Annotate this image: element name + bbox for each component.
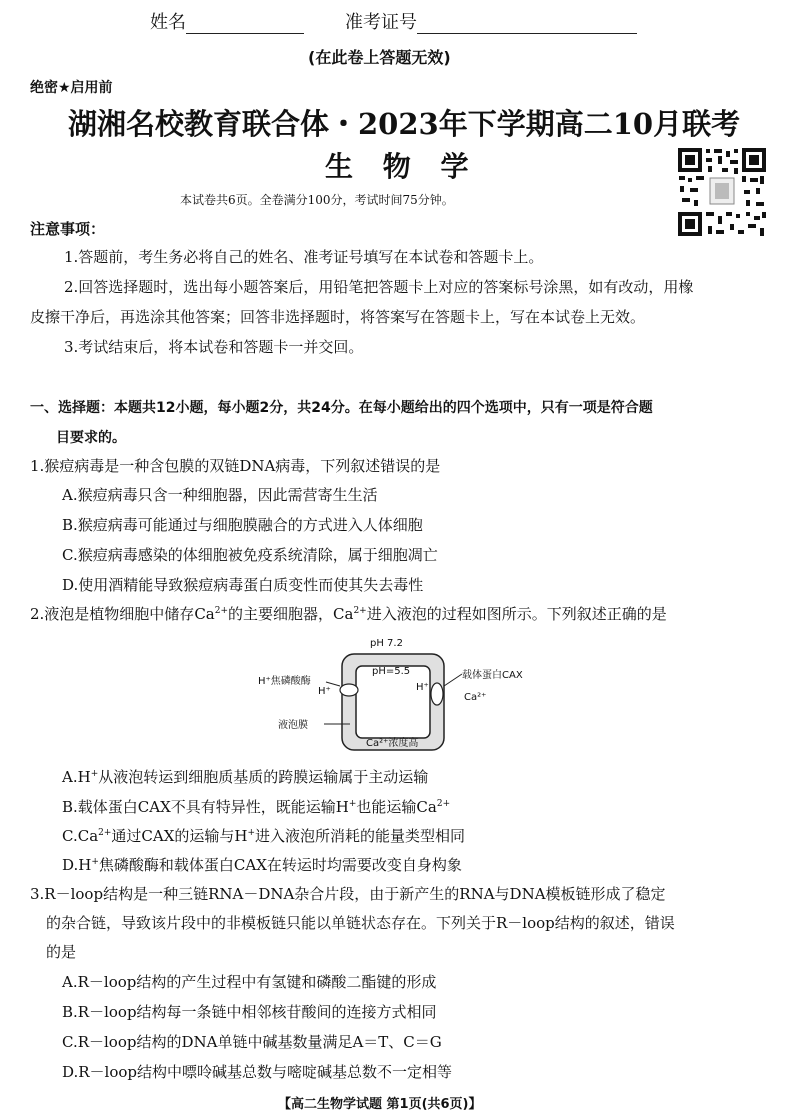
pump-protein xyxy=(340,684,358,696)
note-item: 3.考试结束后，将本试卷和答题卡一并交回。 xyxy=(64,338,364,356)
note-item: 皮擦干净后，再选涂其他答案；回答非选择题时，将答案写在答题卡上，写在本试卷上无效。 xyxy=(30,308,646,326)
name-label: 姓名 xyxy=(150,12,186,33)
question-1-option-a: A.猴痘病毒只含一种细胞器，因此需营寄生生活 xyxy=(62,486,378,504)
note-item: 2.回答选择题时，选出每小题答案后，用铅笔把答题卡上对应的答案标号涂黑，如有改动，用橡 xyxy=(64,278,694,296)
question-3-stem-line: 3.R－loop结构是一种三链RNA－DNA杂合片段，由于新产生的RNA与DNA模板链形成了稳定 xyxy=(30,885,666,903)
question-2-option-b: B.载体蛋白CAX不具有特异性，既能运输H+也能运输$Ca^{2+}$ xyxy=(62,798,451,816)
notes-heading: 注意事项： xyxy=(30,220,106,238)
question-2-option-d: D.H+焦磷酸酶和载体蛋白CAX在转运时均需要改变自身构象 xyxy=(62,856,462,874)
exam-id-field xyxy=(345,8,637,34)
invalid-note: (在此卷上答题无效) xyxy=(308,48,451,67)
question-3-stem-line: 的杂合链，导致该片段中的非模板链只能以单链状态存在。下列关于R－loop结构的叙述，错误 xyxy=(46,914,675,932)
question-1-option-d: D.使用酒精能导致猴痘病毒蛋白质变性而使其失去毒性 xyxy=(62,576,424,594)
name-field xyxy=(150,8,304,34)
page-footer: 【高二生物学试题 第1页(共6页)】 xyxy=(278,1097,482,1112)
section-heading: 一、选择题：本题共12小题，每小题2分，共24分。在每小题给出的四个选项中，只有一项是符合题 xyxy=(30,400,653,416)
h-left-label: H⁺ xyxy=(318,686,331,697)
question-3-option-b: B.R－loop结构每一条链中相邻核苷酸间的连接方式相同 xyxy=(62,1003,437,1021)
question-3-option-d: D.R－loop结构中嘌呤碱基总数与嘧啶碱基总数不一定相等 xyxy=(62,1063,453,1081)
cax-carrier xyxy=(431,683,443,705)
question-2-option-c: $C.Ca^{2+}$通过CAX的运输与H+进入液泡所消耗的能量类型相同 xyxy=(62,827,466,845)
exam-id-blank xyxy=(417,13,637,34)
ph-outside-label: pH 7.2 xyxy=(370,638,403,649)
carrier-label: 载体蛋白CAX xyxy=(462,670,523,681)
question-3-stem-line: 的是 xyxy=(46,943,77,961)
question-2-option-a: A.H+从液泡转运到细胞质基质的跨膜运输属于主动运输 xyxy=(62,768,429,786)
question-3-option-a: A.R－loop结构的产生过程中有氢键和磷酸二酯键的形成 xyxy=(62,973,437,991)
pump-label: H⁺焦磷酸酶 xyxy=(258,676,311,687)
question-1-option-b: B.猴痘病毒可能通过与细胞膜融合的方式进入人体细胞 xyxy=(62,516,423,534)
ph-inside-label: pH=5.5 xyxy=(372,666,411,677)
h-right-label: H⁺ xyxy=(416,682,429,693)
subject-title: 生 物 学 xyxy=(325,150,479,183)
secret-label: 绝密★启用前 xyxy=(30,80,113,96)
exam-id-label: 准考证号 xyxy=(345,12,417,33)
question-1-option-c: C.猴痘病毒感染的体细胞被免疫系统清除，属于细胞凋亡 xyxy=(62,546,438,564)
membrane-label: 液泡膜 xyxy=(278,720,308,731)
exam-title: 湖湘名校教育联合体・2023年下学期高二10月联考 xyxy=(68,107,741,141)
exam-info: 本试卷共6页。全卷满分100分，考试时间75分钟。 xyxy=(180,193,454,207)
name-blank xyxy=(186,13,304,34)
question-1-stem: 1.猴痘病毒是一种含包膜的双链DNA病毒，下列叙述错误的是 xyxy=(30,457,441,475)
ca-concentration-label: Ca²⁺浓度高 xyxy=(366,738,419,749)
ca-right-label: Ca²⁺ xyxy=(464,692,487,703)
section-heading-cont: 目要求的。 xyxy=(56,430,126,446)
question-2-stem: 2.液泡是植物细胞中储存$Ca^{2+}$的主要细胞器，$Ca^{2+}$进入液泡的过程如图所示。下列叙述正确的是 xyxy=(30,605,667,623)
question-3-option-c: C.R－loop结构的DNA单链中碱基数量满足A＝T、C＝G xyxy=(62,1033,442,1051)
note-item: 1.答题前，考生务必将自己的姓名、准考证号填写在本试卷和答题卡上。 xyxy=(64,248,544,266)
vacuole-diagram xyxy=(250,636,550,756)
qr-code xyxy=(676,146,768,238)
